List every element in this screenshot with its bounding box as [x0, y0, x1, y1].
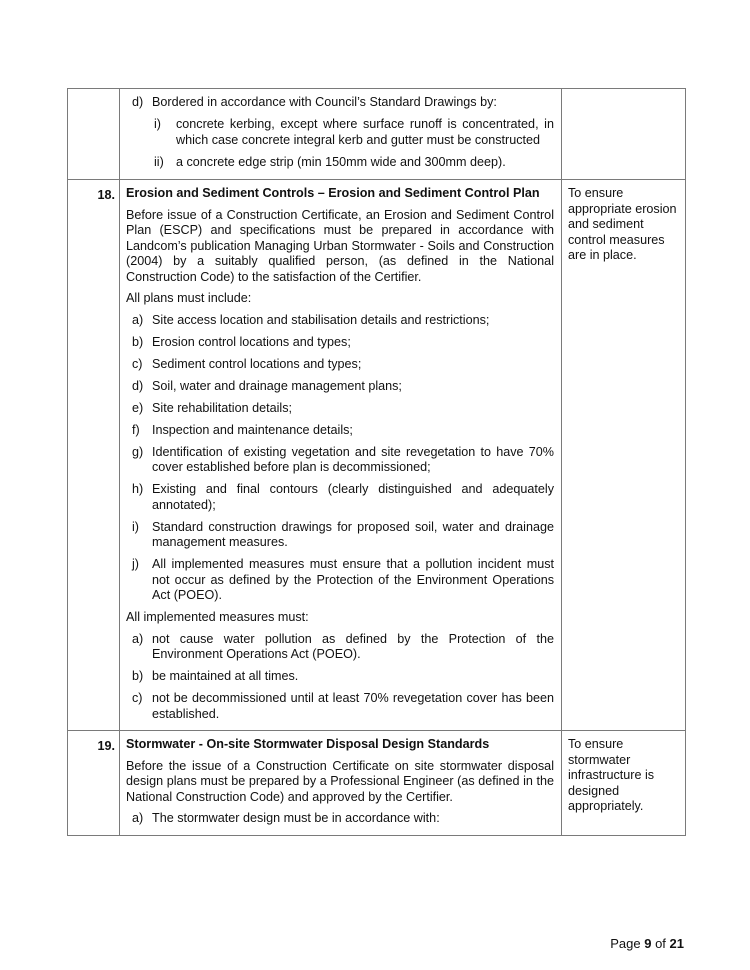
- item-label: a): [132, 811, 144, 825]
- item-label: c): [132, 691, 143, 705]
- list-item: [126, 691, 554, 722]
- condition-title: Stormwater - On-site Stormwater Disposal Design Standards: [126, 737, 490, 751]
- item-label: a): [132, 631, 144, 646]
- item-label: c): [132, 356, 143, 371]
- item-label: b): [132, 334, 144, 349]
- condition-intro: Before issue of a Construction Certificate, an Erosion and Sediment Control Plan (ESCP) and specifications must be prepared in accordance with Landcom’s publication Managing Urban Stormwater - Soils and Construction (2004) by a suitably qualified person, (as defined in the National Construction Code) to the satisfaction of the Certifier.: [126, 207, 554, 284]
- item-text: not be decommissioned until at least 70% revegetation cover has been established.: [152, 691, 554, 721]
- list-item: [126, 520, 554, 551]
- item-label: a): [132, 312, 144, 327]
- condition-number: [68, 89, 120, 180]
- condition-reason: [562, 89, 686, 180]
- item-label: j): [132, 557, 139, 571]
- list-item: [126, 445, 554, 476]
- table-row: [68, 89, 686, 180]
- condition-body: [120, 89, 562, 180]
- item-text: a concrete edge strip (min 150mm wide and 300mm deep).: [176, 154, 506, 169]
- item-text: Bordered in accordance with Council’s Standard Drawings by:: [152, 95, 497, 109]
- item-text: Erosion control locations and types;: [152, 334, 351, 349]
- list-item: [126, 335, 554, 351]
- list-item: [126, 313, 554, 329]
- item-text: Existing and final contours (clearly distinguished and adequately annotated);: [152, 482, 554, 512]
- conditions-table: [67, 88, 686, 836]
- table-row: [68, 731, 686, 836]
- item-label: d): [132, 378, 144, 393]
- item-label: i): [132, 519, 139, 534]
- page-number: 9: [644, 936, 652, 951]
- item-label: h): [132, 482, 144, 496]
- list-item: [126, 482, 554, 513]
- item-text: Identification of existing vegetation and site revegetation to have 70% cover established before plan is decommissioned;: [152, 444, 554, 474]
- condition-number: 18.: [68, 180, 120, 731]
- list-item: [126, 669, 554, 685]
- item-text: be maintained at all times.: [152, 669, 299, 683]
- item-text: concrete kerbing, except where surface runoff is concentrated, in which case concrete integral kerb and gutter must be constructed: [176, 117, 554, 147]
- list-item: [126, 811, 554, 827]
- condition-intro: Before the issue of a Construction Certificate on site stormwater disposal design plans must be prepared by a Professional Engineer (as defined in the National Construction Code) and approved by the Certifier.: [126, 758, 554, 804]
- condition-body: [120, 731, 562, 836]
- table-row: [68, 180, 686, 731]
- page-total: 21: [669, 936, 684, 951]
- item-text: Standard construction drawings for proposed soil, water and drainage management measures.: [152, 519, 554, 549]
- list-item: [126, 95, 554, 111]
- condition-title: Erosion and Sediment Controls – Erosion and Sediment Control Plan: [126, 186, 540, 200]
- condition-reason: To ensure appropriate erosion and sediment control measures are in place.: [562, 180, 686, 731]
- item-label: d): [132, 95, 144, 109]
- item-label: f): [132, 422, 140, 437]
- item-text: Inspection and maintenance details;: [152, 422, 353, 437]
- condition-reason: To ensure stormwater infrastructure is designed appropriately.: [562, 731, 686, 836]
- item-label: b): [132, 669, 144, 683]
- measures-heading: All implemented measures must:: [126, 610, 309, 624]
- item-text: The stormwater design must be in accordance with:: [152, 811, 440, 825]
- sub-list-item: [152, 117, 554, 148]
- list-item: [126, 379, 554, 395]
- page-footer: [610, 936, 684, 951]
- list-item: [126, 357, 554, 373]
- page-of: of: [655, 936, 666, 951]
- condition-number: 19.: [68, 731, 120, 836]
- item-text: Site rehabilitation details;: [152, 400, 293, 415]
- list-item: [126, 632, 554, 663]
- item-label: i): [154, 117, 161, 131]
- item-label: g): [132, 444, 144, 459]
- list-item: [126, 557, 554, 604]
- list-item: [126, 423, 554, 439]
- sub-list-item: [152, 155, 554, 171]
- plans-heading: All plans must include:: [126, 291, 252, 305]
- item-text: All implemented measures must ensure that a pollution incident must not occur as defined by the Protection of the Environment Operations Act (POEO).: [152, 557, 554, 602]
- item-label: ii): [154, 154, 164, 169]
- condition-body: [120, 180, 562, 731]
- item-text: Site access location and stabilisation details and restrictions;: [152, 312, 490, 327]
- item-text: Sediment control locations and types;: [152, 356, 362, 371]
- page-prefix: Page: [610, 936, 641, 951]
- list-item: [126, 401, 554, 417]
- item-text: not cause water pollution as defined by the Protection of the Environment Operations Act (POEO).: [152, 631, 554, 661]
- item-text: Soil, water and drainage management plans;: [152, 378, 402, 393]
- item-label: e): [132, 400, 144, 415]
